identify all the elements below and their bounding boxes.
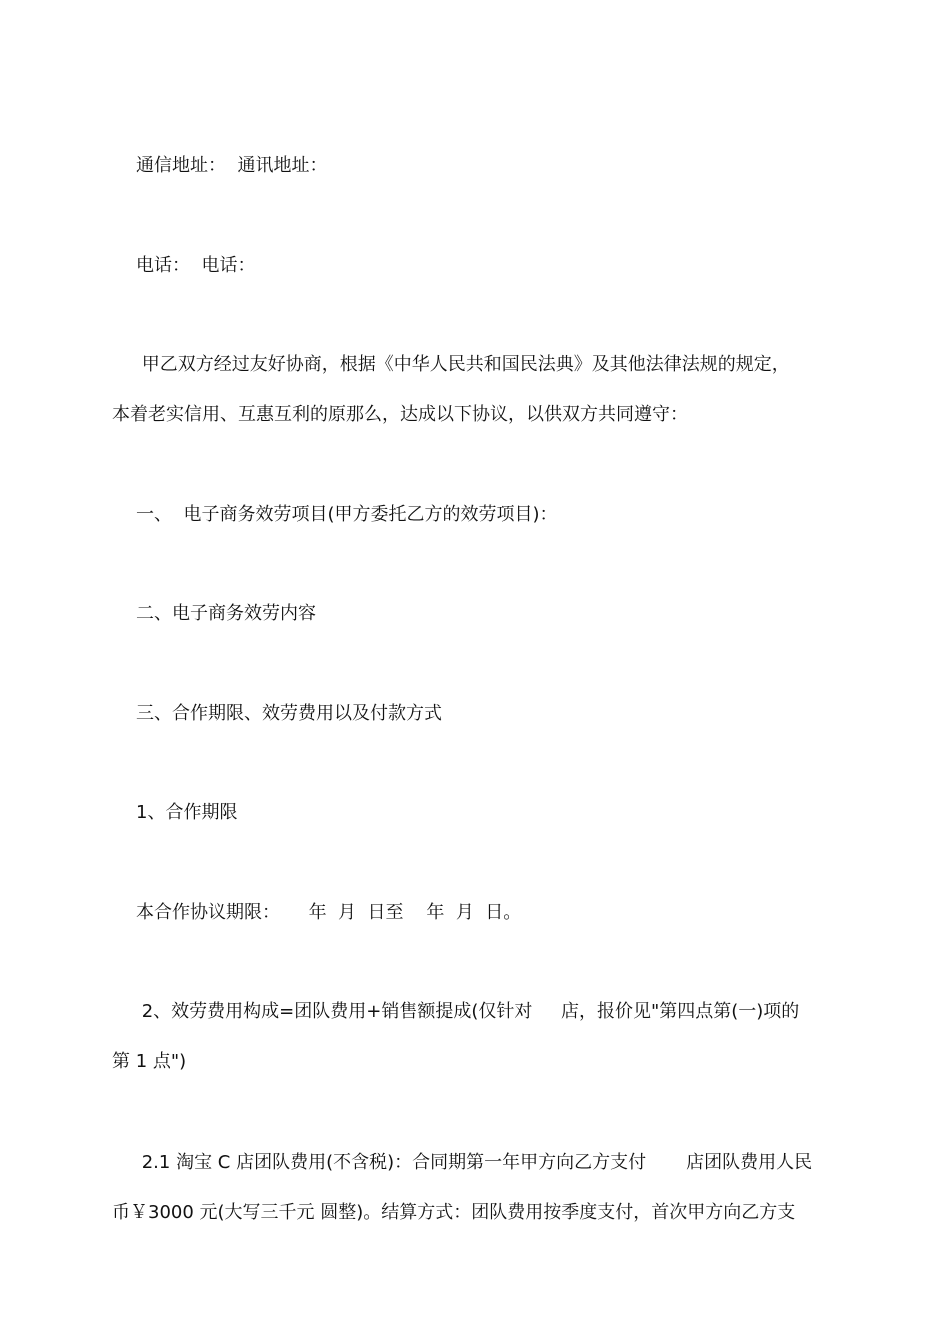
- address-line: 通信地址： 通讯地址：: [136, 155, 328, 176]
- section-1-heading: 一、 电子商务效劳项目(甲方委托乙方的效劳项目)：: [136, 504, 558, 525]
- team-fee-line-1: 2.1 淘宝 C 店团队费用(不含税)：合同期第一年甲方向乙方支付 店团队费用人民: [136, 1152, 813, 1173]
- term-line: 本合作协议期限： 年 月 日至 年 月 日。: [136, 902, 522, 923]
- fee-structure-line-1: 2、效劳费用构成=团队费用+销售额提成(仅针对 店，报价见"第四点第(一)项的: [136, 1001, 800, 1022]
- phone-line: 电话： 电话：: [136, 255, 256, 276]
- intro-paragraph-line-2: 本着老实信用、互惠互利的原那么，达成以下协议，以供双方共同遵守：: [112, 404, 688, 425]
- intro-paragraph-line-1: 甲乙双方经过友好协商，根据《中华人民共和国民法典》及其他法律法规的规定，: [136, 354, 790, 375]
- section-2-heading: 二、电子商务效劳内容: [136, 603, 316, 624]
- team-fee-line-2: 币￥3000 元(大写三千元 圆整)。结算方式：团队费用按季度支付，首次甲方向乙方支: [112, 1202, 796, 1223]
- section-3-heading: 三、合作期限、效劳费用以及付款方式: [136, 703, 442, 724]
- subsection-1-heading: 1、合作期限: [136, 802, 238, 823]
- fee-structure-line-2: 第 1 点"): [112, 1051, 187, 1072]
